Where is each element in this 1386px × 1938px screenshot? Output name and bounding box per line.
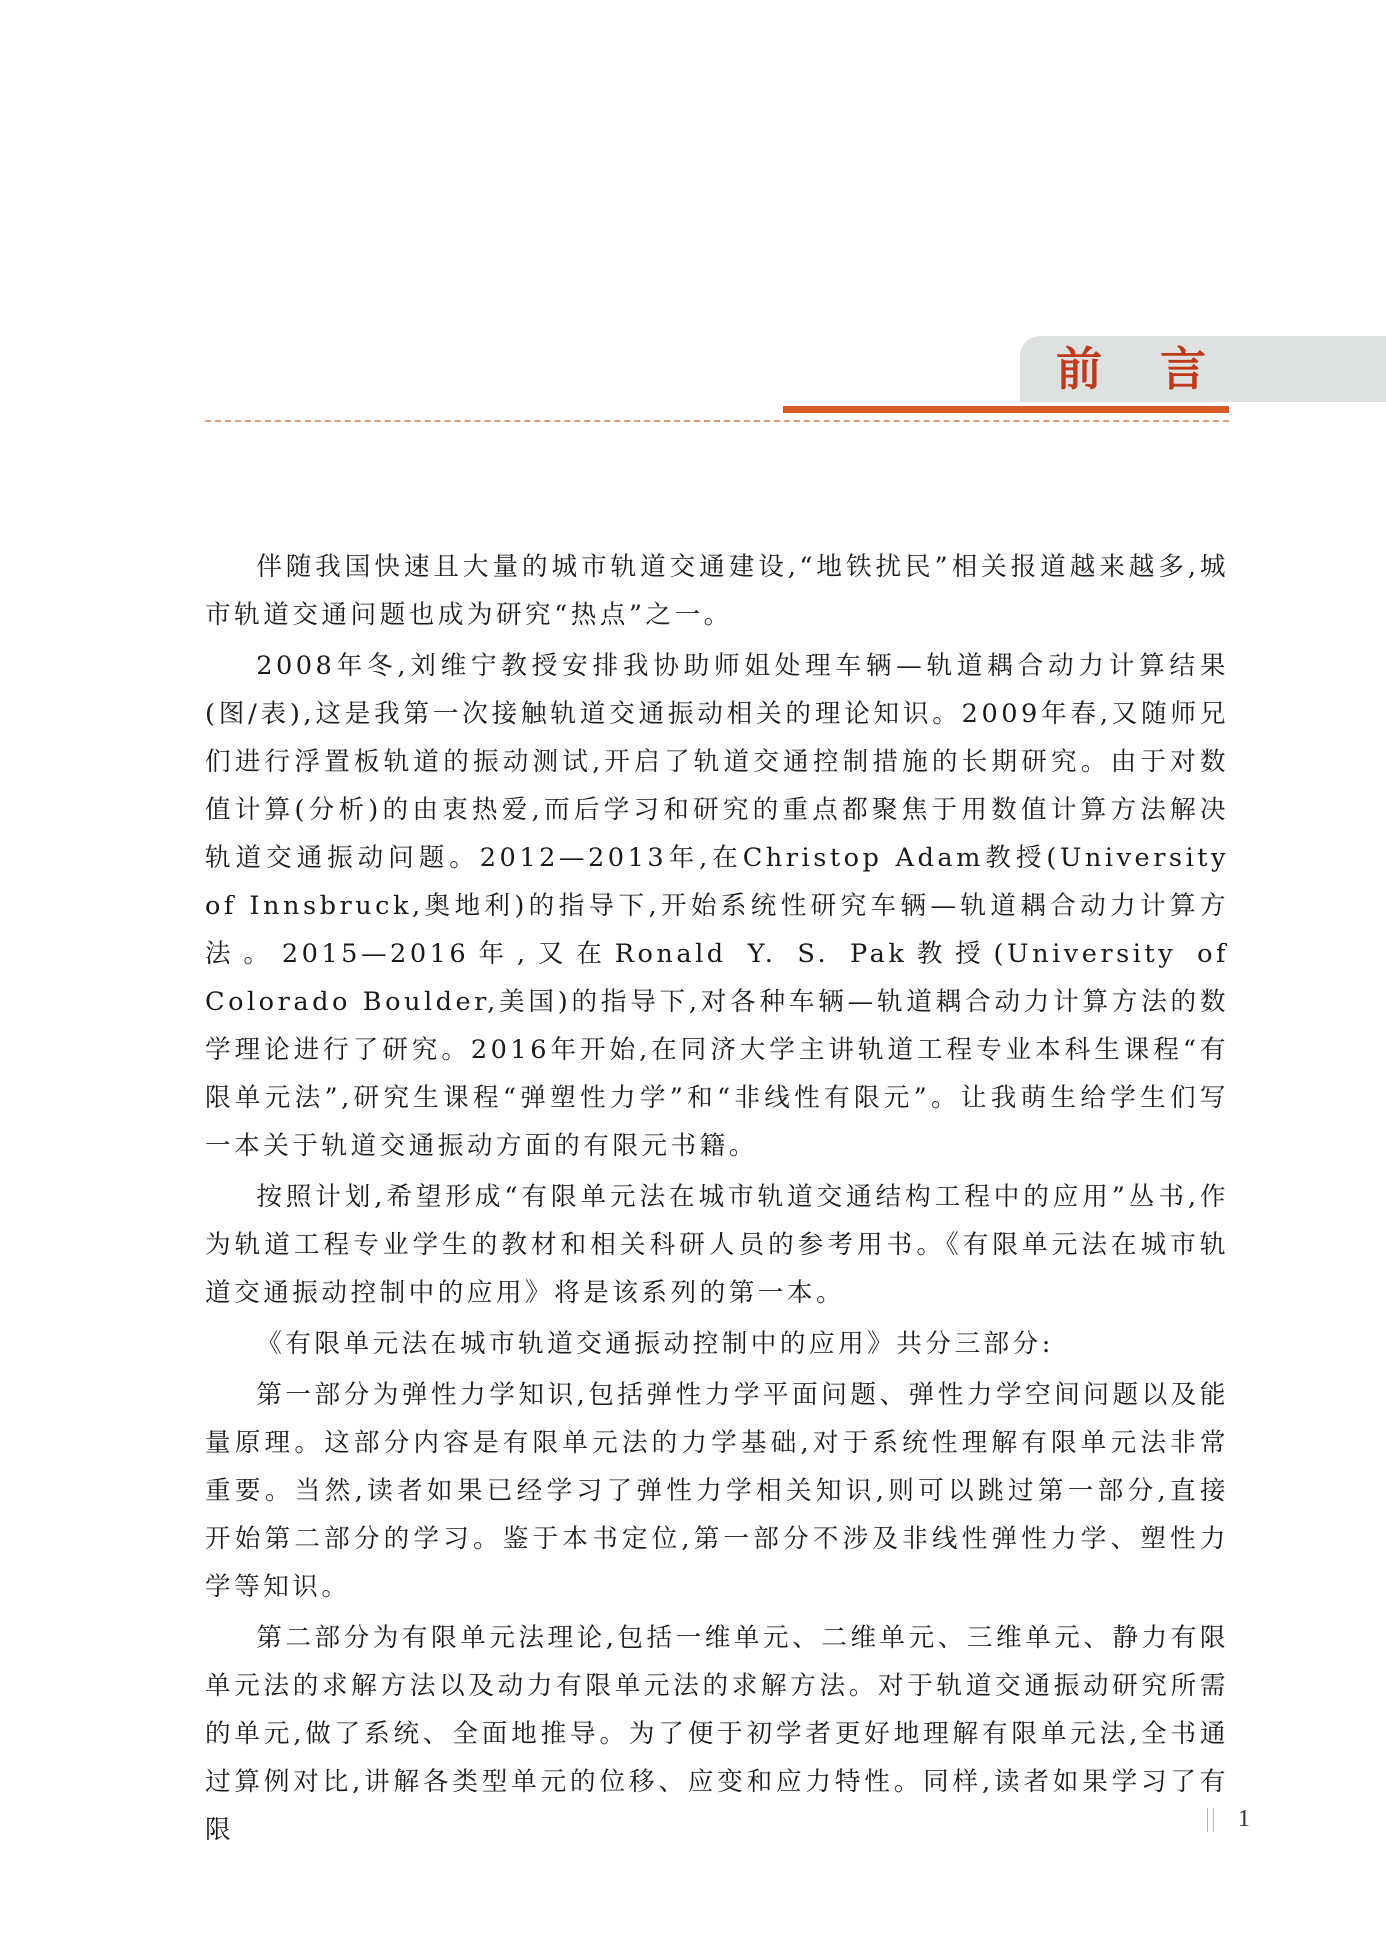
paragraph-3: 按照计划,希望形成“有限单元法在城市轨道交通结构工程中的应用”丛书,作为轨道工程专业学生的教材和相关科研人员的参考用书。《有限单元法在城市轨道交通振动控制中的应用》将是该系列的第一本。 xyxy=(205,1182,1229,1308)
title-dashed-rule xyxy=(205,420,1229,422)
paragraph-2: 2008年冬,刘维宁教授安排我协助师姐处理车辆—轨道耦合动力计算结果(图/表),这是我第一次接触轨道交通振动相关的理论知识。2009年春,又随师兄们进行浮置板轨道的振动测试,开启了轨道交通控制措施的长期研究。由于对数值计算(分析)的由衷热爱,而后学习和研究的重点都聚焦于用数值计算方法解决轨道交通振动问题。2012—2013年,在Christop Adam教授(University of Innsbruck,奥地利)的指导下,开始系统性研究车辆—轨道耦合动力计算方法。2015—2016年,又在Ronald Y. S. Pak教授(University of Colorado Boulder,美国)的指导下,对各种车辆—轨道耦合动力计算方法的数学理论进行了研究。2016年开始,在同济大学主讲轨道工程专业本科生课程“有限单元法”,研究生课程“弹塑性力学”和“非线性有限元”。让我萌生给学生们写一本关于轨道交通振动方面的有限元书籍。 xyxy=(205,651,1229,1161)
page-number-divider xyxy=(1207,1808,1208,1832)
page-title: 前言 xyxy=(1056,342,1264,396)
title-underline-bar xyxy=(783,406,1229,413)
page-number: 1 xyxy=(1238,1806,1250,1832)
paragraph-1: 伴随我国快速且大量的城市轨道交通建设,“地铁扰民”相关报道越来越多,城市轨道交通问题也成为研究“热点”之一。 xyxy=(205,552,1229,630)
preface-body xyxy=(205,543,1229,1857)
paragraph-5: 第一部分为弹性力学知识,包括弹性力学平面问题、弹性力学空间问题以及能量原理。这部分内容是有限单元法的力学基础,对于系统性理解有限单元法非常重要。当然,读者如果已经学习了弹性力学相关知识,则可以跳过第一部分,直接开始第二部分的学习。鉴于本书定位,第一部分不涉及非线性弹性力学、塑性力学等知识。 xyxy=(205,1380,1229,1602)
paragraph-4: 《有限单元法在城市轨道交通振动控制中的应用》共分三部分: xyxy=(256,1329,1054,1359)
page-number-divider xyxy=(1213,1808,1214,1832)
paragraph-6: 第二部分为有限单元法理论,包括一维单元、二维单元、三维单元、静力有限单元法的求解方法以及动力有限单元法的求解方法。对于轨道交通振动研究所需的单元,做了系统、全面地推导。为了便于初学者更好地理解有限单元法,全书通过算例对比,讲解各类型单元的位移、应变和应力特性。同样,读者如果学习了有限 xyxy=(205,1623,1229,1845)
